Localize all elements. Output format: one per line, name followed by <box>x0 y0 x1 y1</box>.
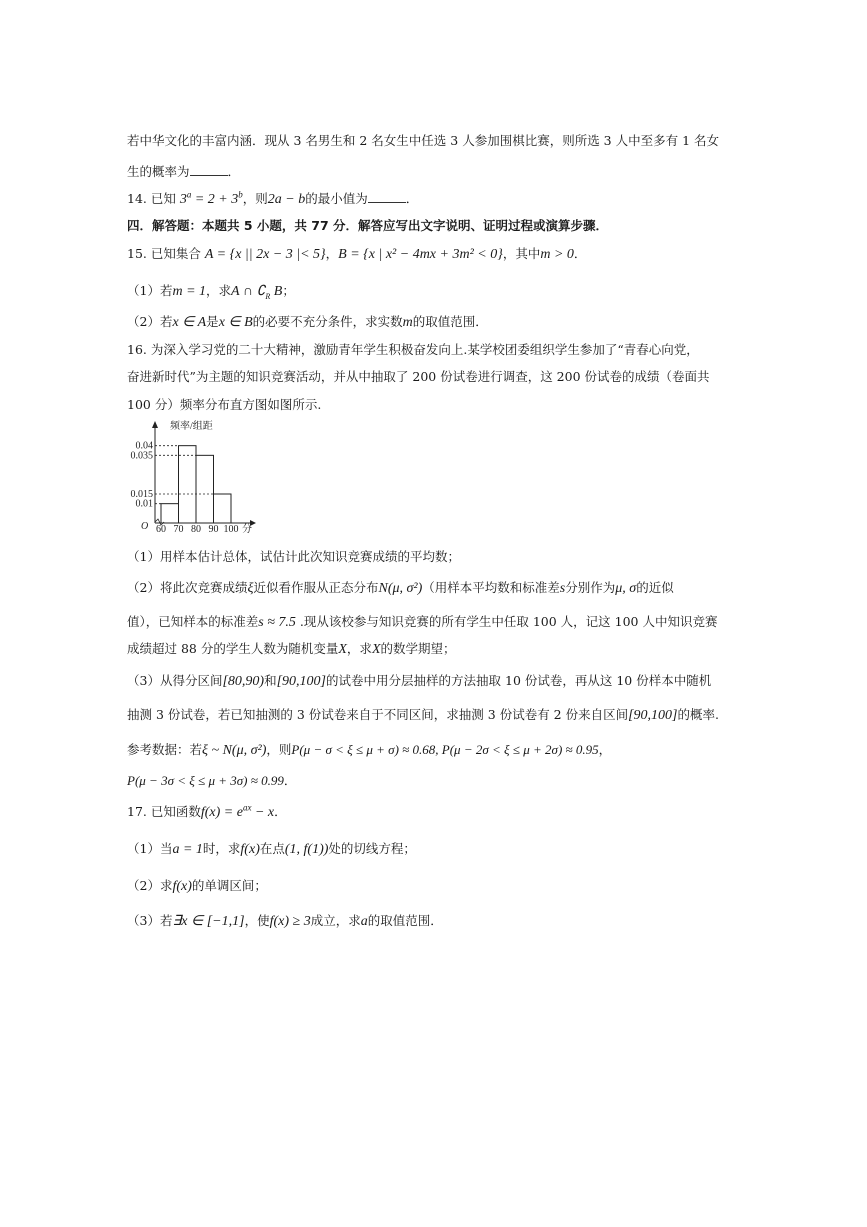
math: $3^a = 2 + 3^b$ <box>179 189 243 207</box>
math: s ≈ 7.5 <box>258 615 296 630</box>
text-line <box>127 705 719 724</box>
y-tick-label: 0.015 <box>130 489 153 500</box>
text: ，求 <box>206 283 232 298</box>
text: ，使 <box>244 913 270 928</box>
x-tick-label: 80 <box>191 524 201 533</box>
math: ξ ~ N(μ, σ²) <box>202 743 267 758</box>
text: ，则 <box>266 742 292 757</box>
x-axis-label: 分 <box>242 524 252 533</box>
answer-blank <box>190 165 228 176</box>
x-tick-label: 60 <box>156 524 166 533</box>
text: .现从该校参与知识竞赛的所有学生中任取 100 人，记这 100 人中知识竞赛 <box>295 614 718 629</box>
text: （2）求 <box>127 878 173 893</box>
question-14 <box>127 189 418 208</box>
y-tick-label: 0.01 <box>135 498 153 510</box>
text: ． <box>283 773 297 788</box>
math: 2a − b <box>267 192 306 207</box>
question-16-part-1: （1）用样本估计总体，试估计此次知识竞赛成绩的平均数； <box>127 549 460 564</box>
math: μ, σ <box>615 581 637 596</box>
text: 处的切线方程； <box>328 841 416 856</box>
math: [80,90) <box>222 674 265 689</box>
text: ， <box>325 246 339 261</box>
answer-blank <box>368 192 406 203</box>
math: a <box>360 914 368 929</box>
text: 成立，求 <box>310 913 361 928</box>
text: 的必要不充分条件，求实数 <box>252 314 403 329</box>
math: X <box>338 642 347 657</box>
question-16-part-3 <box>127 671 711 690</box>
text: ，求 <box>346 641 372 656</box>
math: x ∈ A <box>172 315 207 330</box>
math: x ∈ B <box>218 315 253 330</box>
text: 抽测 3 份试卷，若已知抽测的 3 份试卷来自于不同区间，求抽测 3 份试卷有 2 份来自区间 <box>127 707 629 722</box>
text-line: 100 分）频率分布直方图如图所示. <box>127 397 322 412</box>
math: X <box>371 642 381 657</box>
text: 生的概率为 <box>127 164 190 179</box>
math: P(μ − σ < ξ ≤ μ + σ) ≈ 0.68, P(μ − 2σ < ξ ≤ μ + 2σ) ≈ 0.95 <box>291 742 599 757</box>
text-line: 奋进新时代”为主题的知识竞赛活动，并从中抽取了 200 份试卷进行调查，这 200 份试卷的成绩（卷面共 <box>127 369 710 384</box>
math: a = 1 <box>172 842 203 857</box>
reference-data <box>127 740 611 759</box>
math: f(x) ≥ 3 <box>269 914 311 929</box>
text: 参考数据：若 <box>127 742 203 757</box>
y-tick-label: 0.035 <box>130 450 153 462</box>
text: 成绩超过 88 分的学生人数为随机变量 <box>127 641 339 656</box>
math: P(μ − 3σ < ξ ≤ μ + 3σ) ≈ 0.99 <box>127 773 284 788</box>
text: （3）若 <box>127 913 173 928</box>
y-axis-arrow <box>152 421 158 428</box>
math: m <box>402 315 413 330</box>
x-tick-label: 70 <box>173 524 184 533</box>
text: 14. 已知 <box>127 191 176 206</box>
math: [90,100] <box>276 674 327 689</box>
text: 在点 <box>259 841 285 856</box>
x-tick-label: 100 <box>223 524 239 533</box>
text: ，则 <box>242 191 268 206</box>
text: 的近似 <box>636 580 674 595</box>
text: 值），已知样本的标准差 <box>127 614 259 629</box>
x-tick-label: 90 <box>208 524 219 533</box>
text: 17. 已知函数 <box>127 804 201 819</box>
question-15 <box>127 244 586 263</box>
question-17-part-2 <box>127 876 267 895</box>
math: A = {x || 2x − 3 |< 5} <box>204 247 326 262</box>
question-16-part-2 <box>127 578 674 597</box>
question-17 <box>127 802 287 821</box>
bars <box>161 446 231 523</box>
text: （2）将此次竞赛成绩 <box>127 580 248 595</box>
text-line: 若中华文化的丰富内涵．现从 3 名男生和 2 名女生中任选 3 人参加围棋比赛，则所选 3 人中至多有 1 名女 <box>127 133 720 148</box>
text: 的试卷中用分层抽样的方法抽取 10 份试卷，再从这 10 份样本中随机 <box>326 673 712 688</box>
histogram-bar <box>161 504 179 523</box>
text: ． <box>573 246 587 261</box>
text: （3）从得分区间 <box>127 673 223 688</box>
math: m = 1 <box>172 284 207 299</box>
math: f(x) <box>172 879 192 894</box>
math: N(μ, σ²) <box>378 581 423 596</box>
gridlines <box>155 446 214 504</box>
math: ξ <box>247 581 254 596</box>
math: $f(x) = e^{ax} - x$ <box>200 802 275 820</box>
text: （2）若 <box>127 314 173 329</box>
text: ， <box>598 742 612 757</box>
math: B = {x | x² − 4mx + 3m² < 0} <box>338 247 503 262</box>
text: 15. 已知集合 <box>127 246 201 261</box>
y-axis-label: 频率/组距 <box>170 421 213 432</box>
histogram-bar <box>179 446 197 523</box>
question-15-part-2 <box>127 312 488 331</box>
labels <box>131 419 253 533</box>
question-16: 16. 为深入学习党的二十大精神，激励青年学生积极奋发向上.某学校团委组织学生参加了“青春心向党， <box>127 342 699 357</box>
text: 的数学期望； <box>380 641 456 656</box>
text: ； <box>282 283 295 298</box>
text: ． <box>405 191 419 206</box>
question-17-part-3 <box>127 911 443 930</box>
text: （1）当 <box>127 841 173 856</box>
question-15-part-1 <box>127 281 295 301</box>
text: （用样本平均数和标准差 <box>422 580 560 595</box>
text: 的概率. <box>677 707 719 722</box>
text-line <box>127 612 717 631</box>
text: （1）若 <box>127 283 173 298</box>
text: 时，求 <box>202 841 241 856</box>
text: 和 <box>264 673 277 688</box>
text: 的取值范围． <box>412 314 488 329</box>
text: 是 <box>206 314 219 329</box>
text: ． <box>227 164 241 179</box>
histogram-bar <box>196 455 214 523</box>
text-line <box>127 771 296 789</box>
axes <box>152 421 256 526</box>
y-tick-label: 0.04 <box>135 440 153 452</box>
text: 的单调区间； <box>191 878 267 893</box>
text-line <box>127 639 456 658</box>
text: ． <box>274 804 287 819</box>
math: f(x) <box>240 842 260 857</box>
histogram-bar <box>214 494 232 523</box>
math: [90,100] <box>628 708 678 723</box>
math: ∃x ∈ [−1,1] <box>172 914 245 929</box>
text: 分别作为 <box>565 580 616 595</box>
math: A ∩ $∁_R$ B <box>231 284 283 301</box>
text-line <box>127 162 240 180</box>
frequency-histogram <box>125 418 260 533</box>
math: m > 0 <box>540 247 574 262</box>
section-heading: 四．解答题：本题共 5 小题，共 77 分．解答应写出文字说明、证明过程或演算步骤． <box>127 218 609 233</box>
origin-label: O <box>141 521 149 532</box>
text: 的取值范围． <box>367 913 443 928</box>
text: 近似看作服从正态分布 <box>253 580 379 595</box>
text: ，其中 <box>502 246 541 261</box>
text: 的最小值为 <box>305 191 368 206</box>
math: s <box>559 581 566 596</box>
question-17-part-1 <box>127 839 416 858</box>
math: (1, f(1)) <box>284 842 329 857</box>
